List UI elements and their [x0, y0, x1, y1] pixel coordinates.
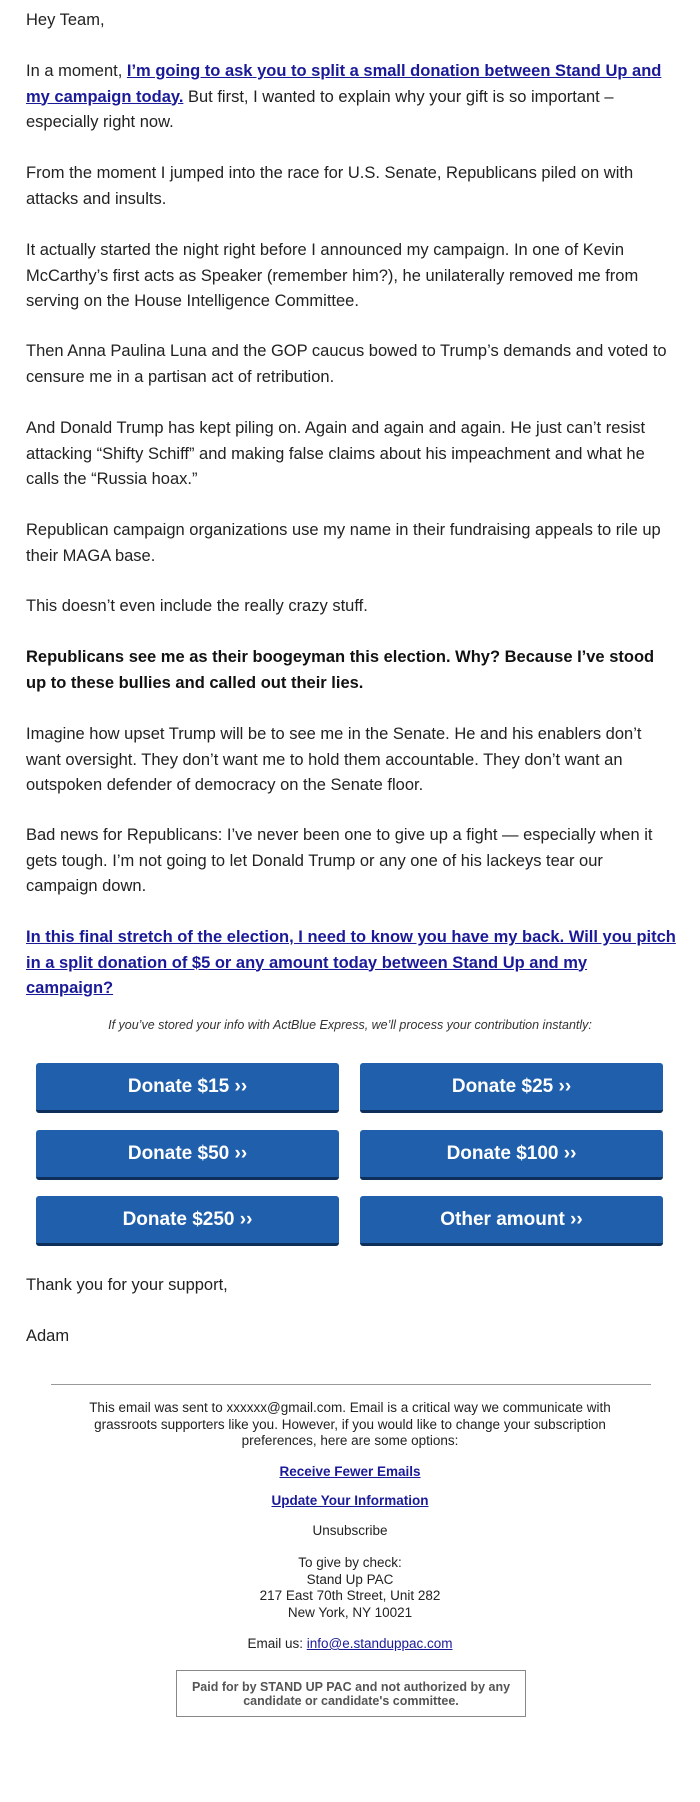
- signature: Adam: [26, 1327, 70, 1345]
- check-title: To give by check:: [298, 1555, 402, 1570]
- other-amount-button[interactable]: Other amount ››: [360, 1196, 663, 1246]
- donate-15-button[interactable]: Donate $15 ››: [36, 1063, 339, 1113]
- greeting: Hey Team,: [26, 11, 105, 29]
- intro-text-before: In a moment,: [26, 62, 127, 80]
- paragraph-mccarthy: It actually started the night right before I announced my campaign. In one of Kevin McCarthy’s first acts as Speaker (remember him?), he unilaterally removed me from serving on the House Intelligence Committee.: [26, 241, 639, 310]
- donate-25-button[interactable]: Donate $25 ››: [360, 1063, 663, 1113]
- receive-fewer-emails-link[interactable]: Receive Fewer Emails: [279, 1464, 421, 1479]
- actblue-express-note: If you’ve stored your info with ActBlue Express, we’ll process your contribution instantly:: [108, 1018, 592, 1032]
- donate-50-button[interactable]: Donate $50 ››: [36, 1130, 339, 1180]
- paragraph-senate: Imagine how upset Trump will be to see me in the Senate. He and his enablers don’t want oversight. They don’t want me to hold them accountable. They don’t want an outspoken defender of democracy on the Senate floor.: [26, 725, 642, 794]
- paragraph-trump: And Donald Trump has kept piling on. Again and again and again. He just can’t resist attacking “Shifty Schiff” and making false claims about his impeachment and what he calls the “Russia hoax.”: [26, 419, 646, 488]
- signoff: Thank you for your support,: [26, 1276, 228, 1294]
- paragraph-crazy-stuff: This doesn’t even include the really crazy stuff.: [26, 597, 368, 615]
- paragraph-intro: [26, 59, 676, 136]
- footer-update-info: [70, 1493, 630, 1510]
- paragraph-cta: [26, 925, 676, 1002]
- split-donation-cta-link[interactable]: In this final stretch of the election, I need to know you have my back. Will you pitch in a split donation of $5 or any amount today between Stand Up and my campaign?: [26, 928, 676, 997]
- paragraph-fundraising: Republican campaign organizations use my name in their fundraising appeals to rile up their MAGA base.: [26, 521, 661, 565]
- check-street: 217 East 70th Street, Unit 282: [259, 1588, 441, 1603]
- check-city: New York, NY 10021: [287, 1604, 413, 1620]
- paid-for-disclaimer: Paid for by STAND UP PAC and not authorized by any candidate or candidate's committee.: [176, 1670, 526, 1717]
- split-donation-link[interactable]: I’m going to ask you to split a small donation between Stand Up and my campaign today.: [26, 62, 662, 106]
- intro-text-after: But first, I wanted to explain why your gift is so important – especially right now.: [26, 87, 614, 131]
- footer-divider: [51, 1384, 651, 1385]
- donate-250-button[interactable]: Donate $250 ››: [36, 1196, 339, 1246]
- email-us-label: Email us:: [247, 1636, 307, 1651]
- boogeyman-bold-text: Republicans see me as their boogeyman this election. Why? Because I’ve stood up to these bullies and called out their lies.: [26, 648, 655, 692]
- paragraph-fight: Bad news for Republicans: I’ve never been one to give up a fight — especially when it gets tough. I’m not going to let Donald Trump or any one of his lackeys tear our campaign down.: [26, 826, 653, 895]
- paragraph-censure: Then Anna Paulina Luna and the GOP caucus bowed to Trump’s demands and voted to censure me in a partisan act of retribution.: [26, 342, 667, 386]
- paragraph-boogeyman: [26, 645, 676, 696]
- donate-100-button[interactable]: Donate $100 ››: [360, 1130, 663, 1180]
- update-information-link[interactable]: Update Your Information: [271, 1493, 429, 1508]
- footer-sent-to: This email was sent to xxxxxx@gmail.com. Email is a critical way we communicate with grassroots supporters like you. However, if you would like to change your subscription preferences, here are some options:: [89, 1400, 611, 1448]
- footer-fewer-emails: [70, 1464, 630, 1481]
- unsubscribe-link[interactable]: Unsubscribe: [312, 1523, 388, 1538]
- footer-check-address: [70, 1555, 630, 1621]
- check-org: Stand Up PAC: [306, 1571, 394, 1587]
- paragraph-race: From the moment I jumped into the race for U.S. Senate, Republicans piled on with attacks and insults.: [26, 164, 634, 208]
- contact-email-link[interactable]: info@e.standuppac.com: [306, 1636, 453, 1651]
- footer-email-us: [70, 1636, 630, 1653]
